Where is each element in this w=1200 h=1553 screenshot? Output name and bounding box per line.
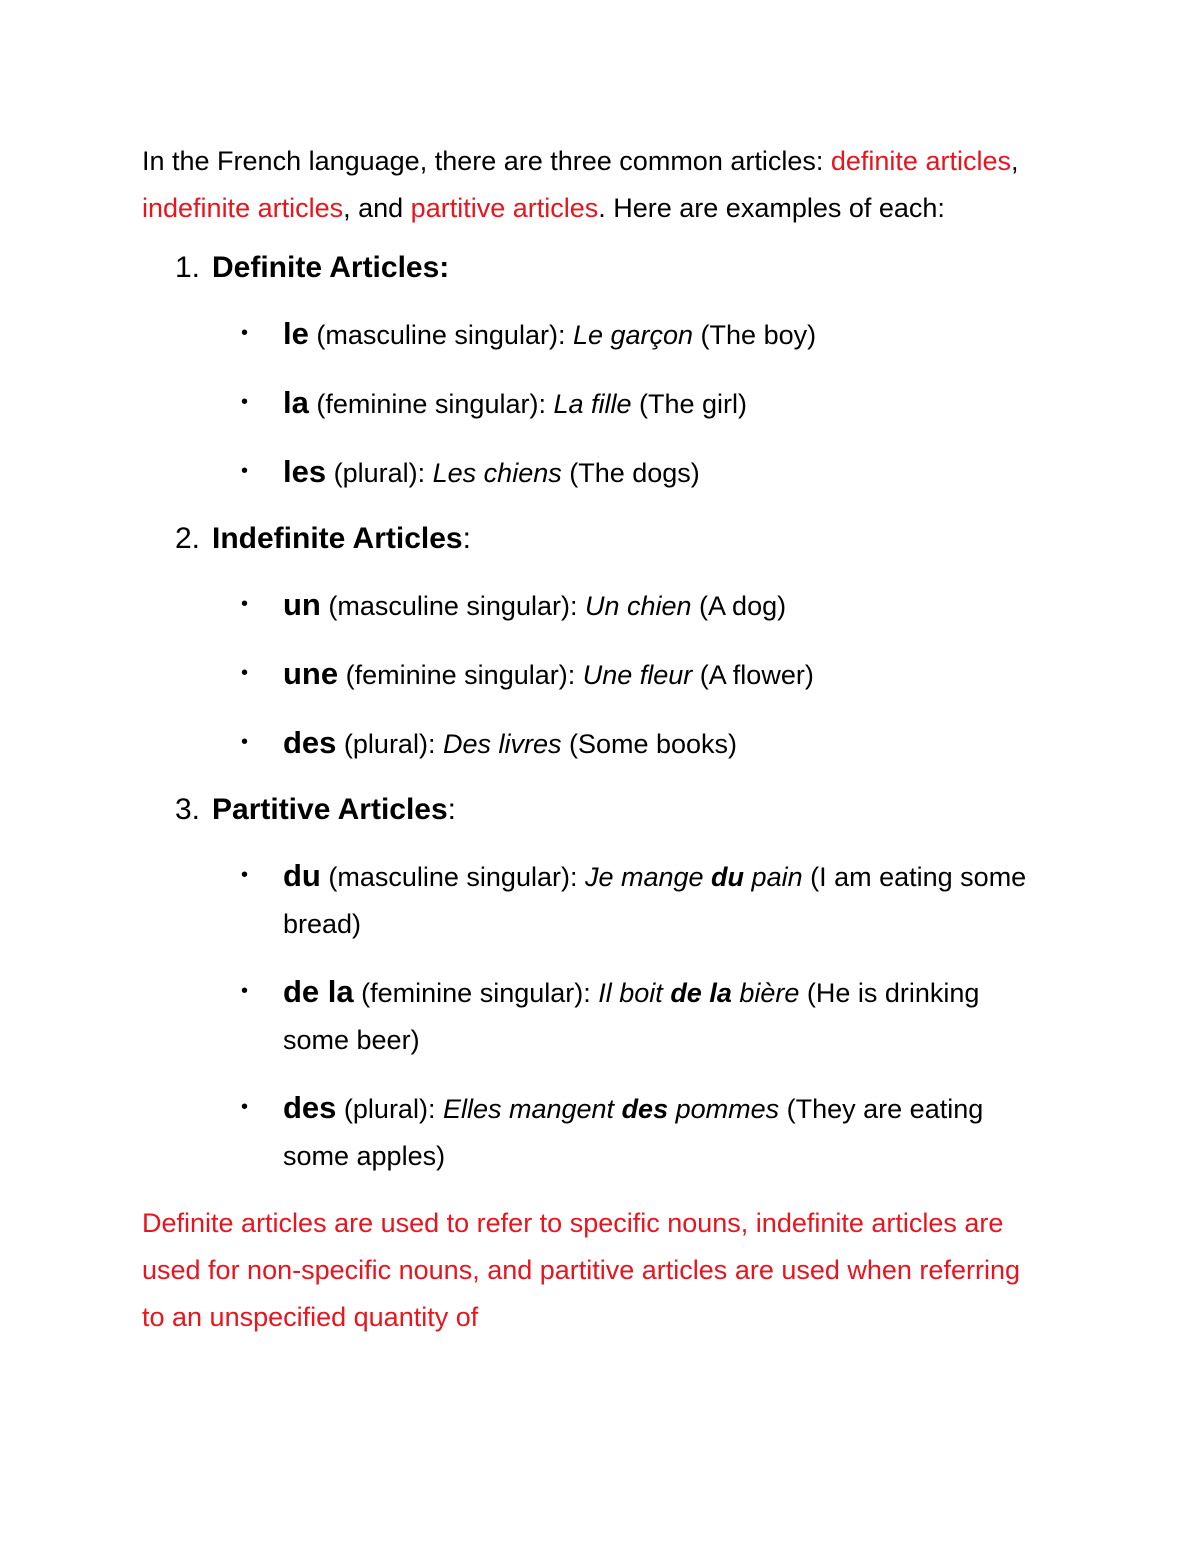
example-phrase: [433, 458, 562, 488]
example-phrase: [553, 389, 631, 419]
example-phrase: [583, 660, 693, 690]
section-definite-articles: [142, 246, 1042, 497]
article-list: [142, 581, 1042, 768]
section-indefinite-articles: [142, 517, 1042, 768]
example-text: Il boit: [598, 978, 671, 1008]
article-list: [142, 852, 1042, 1180]
example-translation: (I am eating some bread): [283, 862, 1027, 939]
section-title: Definite Articles:: [212, 251, 450, 284]
example-text: Le garçon: [572, 320, 694, 350]
section-title-suffix: :: [462, 522, 471, 555]
list-item: [142, 650, 1042, 699]
intro-text-end: . Here are examples of each:: [598, 193, 945, 223]
section-number: 3.: [175, 793, 201, 826]
article-description: (plural):: [336, 729, 443, 759]
section-number: 1.: [175, 251, 201, 284]
article-description: (masculine singular):: [308, 320, 573, 350]
intro-text-start: In the French language, there are three common articles:: [142, 146, 831, 176]
section-heading: [142, 788, 1042, 832]
example-translation: (They are eating some apples): [283, 1094, 984, 1171]
article-description: (feminine singular):: [353, 978, 599, 1008]
section-title: Indefinite Articles: [212, 522, 463, 555]
section-heading: [142, 246, 1042, 290]
list-item: [142, 379, 1042, 428]
section-title-suffix: :: [447, 793, 457, 826]
article-word: la: [283, 385, 309, 420]
bullet-icon: •: [241, 593, 249, 615]
term-definite-articles: definite articles: [830, 146, 1011, 176]
bullet-icon: •: [241, 864, 249, 886]
list-item: [142, 852, 1042, 948]
article-list: [142, 310, 1042, 497]
example-text: Une fleur: [582, 660, 693, 690]
article-word: un: [283, 587, 321, 622]
article-word: une: [283, 656, 339, 691]
example-text: Je mange: [584, 862, 712, 892]
bullet-icon: •: [241, 980, 249, 1002]
list-item: [142, 448, 1042, 497]
example-translation: (A dog): [691, 591, 787, 621]
article-word: le: [283, 316, 309, 351]
example-text: Les chiens: [432, 458, 562, 488]
list-item: [142, 1084, 1042, 1180]
bullet-icon: •: [241, 1096, 249, 1118]
article-description: (feminine singular):: [338, 660, 583, 690]
term-partitive-articles: partitive articles: [410, 193, 599, 223]
section-heading: [142, 517, 1042, 561]
example-phrase: [443, 729, 562, 759]
article-description: (masculine singular):: [320, 591, 585, 621]
section-number: 2.: [175, 522, 201, 555]
example-phrase: [598, 978, 799, 1008]
list-item: [142, 719, 1042, 768]
example-translation: (The dogs): [561, 458, 700, 488]
example-article: du: [711, 862, 745, 892]
example-text: Un chien: [584, 591, 692, 621]
article-word: des: [283, 725, 337, 760]
intro-separator-2: , and: [343, 193, 411, 223]
term-indefinite-articles: indefinite articles: [142, 193, 344, 223]
example-phrase: [573, 320, 693, 350]
article-word: les: [283, 454, 327, 489]
bullet-icon: •: [241, 391, 249, 413]
article-word: des: [283, 1090, 337, 1125]
bullet-icon: •: [241, 731, 249, 753]
bullet-icon: •: [241, 460, 249, 482]
article-description: (plural):: [326, 458, 433, 488]
example-phrase: [585, 591, 692, 621]
section-title: Partitive Articles: [212, 793, 448, 826]
example-translation: (The boy): [693, 320, 817, 350]
example-phrase: [585, 862, 803, 892]
list-item: [142, 968, 1042, 1064]
intro-paragraph: [142, 138, 1042, 232]
article-description: (plural):: [336, 1094, 443, 1124]
example-translation: (Some books): [561, 729, 738, 759]
section-partitive-articles: [142, 788, 1042, 1180]
example-text: Elles mangent: [442, 1094, 622, 1124]
example-text: Des livres: [442, 729, 562, 759]
example-text-end: pain: [744, 862, 803, 892]
bullet-icon: •: [241, 662, 249, 684]
article-word: du: [283, 858, 321, 893]
example-article: de la: [670, 978, 732, 1008]
example-article: des: [621, 1094, 669, 1124]
intro-separator-1: ,: [1010, 146, 1019, 176]
article-description: (feminine singular):: [308, 389, 554, 419]
document-page: [142, 138, 1042, 1341]
example-translation: (A flower): [692, 660, 814, 690]
list-item: [142, 310, 1042, 359]
list-item: [142, 581, 1042, 630]
article-word: de la: [283, 974, 354, 1009]
article-description: (masculine singular):: [320, 862, 585, 892]
example-text-end: pommes: [668, 1094, 780, 1124]
example-text: La fille: [553, 389, 632, 419]
example-translation: (He is drinking some beer): [283, 978, 980, 1055]
conclusion-paragraph: Definite articles are used to refer to specific nouns, indefinite articles are used for non-specific nouns, and partitive articles are used when referring to an unspecified quantity of: [142, 1208, 1020, 1332]
example-phrase: [443, 1094, 779, 1124]
example-translation: (The girl): [631, 389, 748, 419]
bullet-icon: •: [241, 322, 249, 344]
example-text-end: bière: [731, 978, 800, 1008]
